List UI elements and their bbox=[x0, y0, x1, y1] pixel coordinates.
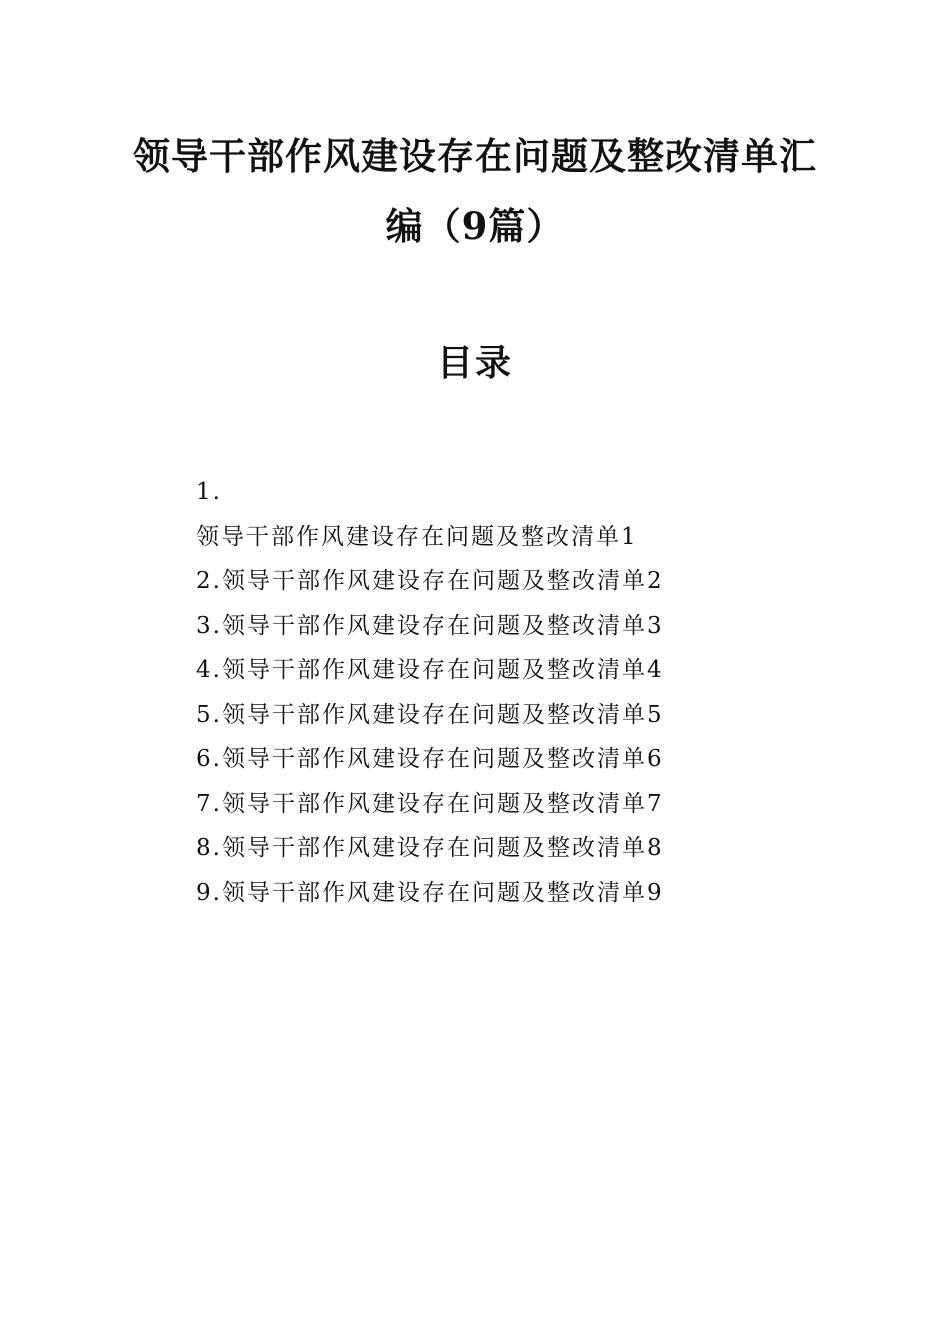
toc-item[interactable]: 7.领导干部作风建设存在问题及整改清单7 bbox=[196, 790, 664, 817]
toc-item[interactable]: 8.领导干部作风建设存在问题及整改清单8 bbox=[196, 835, 664, 861]
toc-item[interactable]: 2.领导干部作风建设存在问题及整改清单2 bbox=[196, 568, 664, 594]
toc-list bbox=[196, 470, 756, 915]
toc-item[interactable]: 4.领导干部作风建设存在问题及整改清单4 bbox=[196, 657, 664, 683]
toc-item[interactable]: 领导干部作风建设存在问题及整改清单1 bbox=[196, 523, 638, 550]
toc-item[interactable]: 1. bbox=[196, 479, 222, 505]
toc-item[interactable]: 9.领导干部作风建设存在问题及整改清单9 bbox=[196, 879, 664, 906]
document-title-line-2: 编（9篇） bbox=[385, 204, 565, 248]
document-title-line-1: 领导干部作风建设存在问题及整改清单汇 bbox=[133, 134, 817, 178]
toc-heading: 目录 bbox=[436, 342, 513, 384]
toc-item[interactable]: 3.领导干部作风建设存在问题及整改清单3 bbox=[196, 612, 664, 639]
toc-item[interactable]: 6.领导干部作风建设存在问题及整改清单6 bbox=[196, 746, 664, 772]
toc-item[interactable]: 5.领导干部作风建设存在问题及整改清单5 bbox=[196, 701, 664, 728]
